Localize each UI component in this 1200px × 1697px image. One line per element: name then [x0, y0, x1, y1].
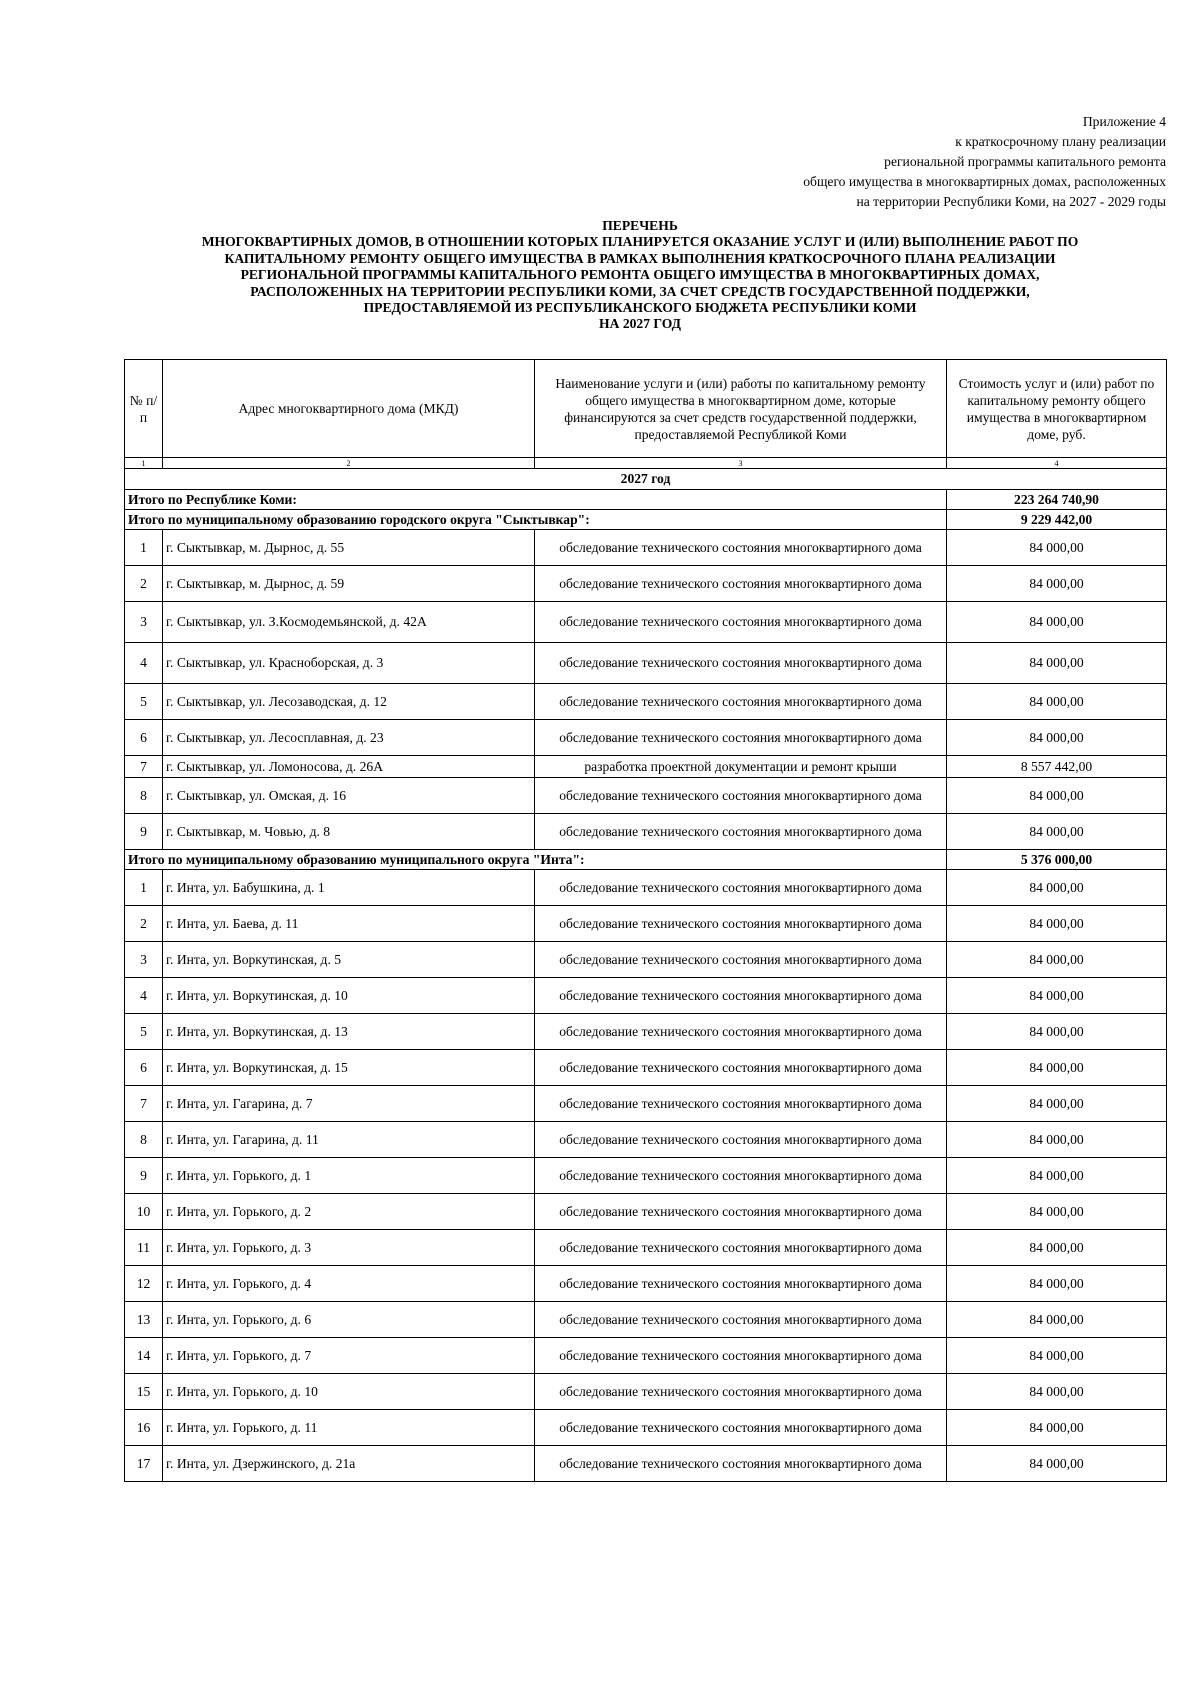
heading-line: КАПИТАЛЬНОМУ РЕМОНТУ ОБЩЕГО ИМУЩЕСТВА В РАМКАХ ВЫПОЛНЕНИЯ КРАТКОСРОЧНОГО ПЛАНА РЕАЛИЗАЦИИ [224, 250, 1056, 266]
column-number: 1 [125, 458, 163, 469]
row-work: обследование технического состояния многоквартирного дома [535, 1266, 947, 1302]
row-address: г. Инта, ул. Гагарина, д. 7 [163, 1086, 535, 1122]
row-address: г. Сыктывкар, ул. Омская, д. 16 [163, 778, 535, 814]
row-cost: 84 000,00 [947, 1302, 1167, 1338]
subtotal-label: Итого по муниципальному образованию городского округа "Сыктывкар": [125, 510, 947, 530]
row-work: обследование технического состояния многоквартирного дома [535, 1086, 947, 1122]
table-row [125, 1410, 1167, 1446]
row-number: 1 [125, 870, 163, 906]
column-number: 3 [535, 458, 947, 469]
row-cost: 84 000,00 [947, 942, 1167, 978]
row-number: 8 [125, 1122, 163, 1158]
appendix-line: региональной программы капитального ремонта [884, 154, 1166, 169]
table-row [125, 942, 1167, 978]
row-address: г. Инта, ул. Бабушкина, д. 1 [163, 870, 535, 906]
row-work: обследование технического состояния многоквартирного дома [535, 684, 947, 720]
row-number: 3 [125, 602, 163, 643]
table-row [125, 756, 1167, 778]
appendix-line: общего имущества в многоквартирных домах, расположенных [803, 174, 1166, 189]
table-row [125, 643, 1167, 684]
row-address: г. Инта, ул. Горького, д. 4 [163, 1266, 535, 1302]
table-row [125, 1302, 1167, 1338]
grand-total-row [125, 490, 1167, 510]
row-cost: 84 000,00 [947, 1266, 1167, 1302]
appendix-line: к краткосрочному плану реализации [955, 134, 1166, 149]
row-work: обследование технического состояния многоквартирного дома [535, 720, 947, 756]
table-row [125, 720, 1167, 756]
table-row [125, 1014, 1167, 1050]
table-row [125, 684, 1167, 720]
row-work: обследование технического состояния многоквартирного дома [535, 530, 947, 566]
heading-line: МНОГОКВАРТИРНЫХ ДОМОВ, В ОТНОШЕНИИ КОТОРЫХ ПЛАНИРУЕТСЯ ОКАЗАНИЕ УСЛУГ И (ИЛИ) ВЫПОЛНЕНИЕ РАБОТ ПО [201, 234, 1079, 250]
row-cost: 84 000,00 [947, 978, 1167, 1014]
table-row [125, 1158, 1167, 1194]
buildings-table [124, 359, 1167, 1482]
row-number: 14 [125, 1338, 163, 1374]
row-number: 12 [125, 1266, 163, 1302]
appendix-note [646, 112, 1166, 212]
row-cost: 84 000,00 [947, 1050, 1167, 1086]
row-address: г. Инта, ул. Горького, д. 7 [163, 1338, 535, 1374]
row-number: 6 [125, 1050, 163, 1086]
row-work: обследование технического состояния многоквартирного дома [535, 566, 947, 602]
row-number: 5 [125, 684, 163, 720]
header-address: Адрес многоквартирного дома (МКД) [163, 360, 535, 458]
row-work: обследование технического состояния многоквартирного дома [535, 1302, 947, 1338]
column-number: 2 [163, 458, 535, 469]
subtotal-row [125, 850, 1167, 870]
row-address: г. Инта, ул. Горького, д. 10 [163, 1374, 535, 1410]
row-work: обследование технического состояния многоквартирного дома [535, 1122, 947, 1158]
column-number: 4 [947, 458, 1167, 469]
row-number: 5 [125, 1014, 163, 1050]
subtotal-value: 9 229 442,00 [947, 510, 1167, 530]
row-work: обследование технического состояния многоквартирного дома [535, 602, 947, 643]
header-cost: Стоимость услуг и (или) работ по капитальному ремонту общего имущества в многоквартирном доме, руб. [947, 360, 1167, 458]
row-cost: 84 000,00 [947, 643, 1167, 684]
row-address: г. Сыктывкар, ул. Ломоносова, д. 26А [163, 756, 535, 778]
heading-line: РЕГИОНАЛЬНОЙ ПРОГРАММЫ КАПИТАЛЬНОГО РЕМОНТА ОБЩЕГО ИМУЩЕСТВА В МНОГОКВАРТИРНЫХ ДОМАХ, [240, 267, 1040, 283]
row-address: г. Инта, ул. Горького, д. 1 [163, 1158, 535, 1194]
row-work: обследование технического состояния многоквартирного дома [535, 1158, 947, 1194]
row-number: 3 [125, 942, 163, 978]
row-number: 4 [125, 978, 163, 1014]
table-row [125, 1122, 1167, 1158]
row-work: обследование технического состояния многоквартирного дома [535, 1014, 947, 1050]
row-address: г. Сыктывкар, м. Човью, д. 8 [163, 814, 535, 850]
row-cost: 84 000,00 [947, 1194, 1167, 1230]
row-work: обследование технического состояния многоквартирного дома [535, 1446, 947, 1482]
table-row [125, 1194, 1167, 1230]
row-number: 7 [125, 1086, 163, 1122]
row-work: обследование технического состояния многоквартирного дома [535, 1194, 947, 1230]
table-row [125, 530, 1167, 566]
row-address: г. Инта, ул. Горького, д. 3 [163, 1230, 535, 1266]
heading-line: НА 2027 ГОД [599, 316, 681, 332]
table-row [125, 1230, 1167, 1266]
row-cost: 84 000,00 [947, 720, 1167, 756]
row-cost: 84 000,00 [947, 1410, 1167, 1446]
year-row [125, 469, 1167, 490]
table-row [125, 1266, 1167, 1302]
row-work: обследование технического состояния многоквартирного дома [535, 870, 947, 906]
row-address: г. Инта, ул. Гагарина, д. 11 [163, 1122, 535, 1158]
row-work: обследование технического состояния многоквартирного дома [535, 1410, 947, 1446]
row-cost: 84 000,00 [947, 1122, 1167, 1158]
row-address: г. Сыктывкар, ул. Лесосплавная, д. 23 [163, 720, 535, 756]
row-cost: 84 000,00 [947, 778, 1167, 814]
row-address: г. Инта, ул. Воркутинская, д. 5 [163, 942, 535, 978]
row-work: обследование технического состояния многоквартирного дома [535, 1050, 947, 1086]
row-cost: 84 000,00 [947, 814, 1167, 850]
row-cost: 84 000,00 [947, 1230, 1167, 1266]
row-address: г. Инта, ул. Воркутинская, д. 10 [163, 978, 535, 1014]
row-cost: 84 000,00 [947, 1086, 1167, 1122]
row-number: 15 [125, 1374, 163, 1410]
row-work: разработка проектной документации и ремонт крыши [535, 756, 947, 778]
row-work: обследование технического состояния многоквартирного дома [535, 643, 947, 684]
row-cost: 84 000,00 [947, 1374, 1167, 1410]
row-address: г. Инта, ул. Баева, д. 11 [163, 906, 535, 942]
row-address: г. Инта, ул. Горького, д. 2 [163, 1194, 535, 1230]
table-row [125, 602, 1167, 643]
table-header-row [125, 360, 1167, 458]
row-number: 11 [125, 1230, 163, 1266]
table-row [125, 814, 1167, 850]
grand-total-label: Итого по Республике Коми: [125, 490, 947, 510]
row-number: 9 [125, 814, 163, 850]
row-work: обследование технического состояния многоквартирного дома [535, 778, 947, 814]
row-number: 2 [125, 906, 163, 942]
table-row [125, 1086, 1167, 1122]
row-number: 6 [125, 720, 163, 756]
appendix-line: Приложение 4 [1082, 114, 1166, 129]
row-work: обследование технического состояния многоквартирного дома [535, 1338, 947, 1374]
table-row [125, 870, 1167, 906]
table-row [125, 1446, 1167, 1482]
row-cost: 84 000,00 [947, 566, 1167, 602]
heading-line: ПЕРЕЧЕНЬ [602, 218, 678, 233]
subtotal-label: Итого по муниципальному образованию муниципального округа "Инта": [125, 850, 947, 870]
row-address: г. Сыктывкар, м. Дырнос, д. 55 [163, 530, 535, 566]
row-number: 17 [125, 1446, 163, 1482]
row-cost: 84 000,00 [947, 602, 1167, 643]
row-cost: 84 000,00 [947, 1338, 1167, 1374]
row-number: 16 [125, 1410, 163, 1446]
row-work: обследование технического состояния многоквартирного дома [535, 814, 947, 850]
row-cost: 84 000,00 [947, 1446, 1167, 1482]
subtotal-row [125, 510, 1167, 530]
row-cost: 84 000,00 [947, 684, 1167, 720]
row-address: г. Инта, ул. Воркутинская, д. 13 [163, 1014, 535, 1050]
row-number: 2 [125, 566, 163, 602]
appendix-line: на территории Республики Коми, на 2027 - 2029 годы [856, 194, 1166, 209]
row-number: 9 [125, 1158, 163, 1194]
table-row [125, 1374, 1167, 1410]
row-address: г. Инта, ул. Горького, д. 6 [163, 1302, 535, 1338]
row-work: обследование технического состояния многоквартирного дома [535, 978, 947, 1014]
row-address: г. Сыктывкар, ул. Красноборская, д. 3 [163, 643, 535, 684]
grand-total-value: 223 264 740,90 [947, 490, 1167, 510]
row-cost: 8 557 442,00 [947, 756, 1167, 778]
row-number: 1 [125, 530, 163, 566]
row-work: обследование технического состояния многоквартирного дома [535, 942, 947, 978]
row-work: обследование технического состояния многоквартирного дома [535, 1374, 947, 1410]
row-number: 10 [125, 1194, 163, 1230]
row-work: обследование технического состояния многоквартирного дома [535, 906, 947, 942]
header-work: Наименование услуги и (или) работы по капитальному ремонту общего имущества в многоквартирном доме, которые финансируются за счет средств государственной поддержки, предоставляемой Республикой Коми [535, 360, 947, 458]
row-number: 13 [125, 1302, 163, 1338]
table-row [125, 1050, 1167, 1086]
row-cost: 84 000,00 [947, 1014, 1167, 1050]
header-num: № п/п [125, 360, 163, 458]
row-work: обследование технического состояния многоквартирного дома [535, 1230, 947, 1266]
year-label: 2027 год [125, 469, 1167, 490]
row-address: г. Инта, ул. Дзержинского, д. 21а [163, 1446, 535, 1482]
row-cost: 84 000,00 [947, 1158, 1167, 1194]
column-numbers-row [125, 458, 1167, 469]
row-number: 7 [125, 756, 163, 778]
table-row [125, 778, 1167, 814]
row-address: г. Сыктывкар, ул. Лесозаводская, д. 12 [163, 684, 535, 720]
row-cost: 84 000,00 [947, 870, 1167, 906]
row-address: г. Инта, ул. Воркутинская, д. 15 [163, 1050, 535, 1086]
heading-line: ПРЕДОСТАВЛЯЕМОЙ ИЗ РЕСПУБЛИКАНСКОГО БЮДЖЕТА РЕСПУБЛИКИ КОМИ [363, 300, 917, 316]
row-address: г. Сыктывкар, м. Дырнос, д. 59 [163, 566, 535, 602]
subtotal-value: 5 376 000,00 [947, 850, 1167, 870]
table-row [125, 978, 1167, 1014]
row-number: 4 [125, 643, 163, 684]
row-number: 8 [125, 778, 163, 814]
heading-line: РАСПОЛОЖЕННЫХ НА ТЕРРИТОРИИ РЕСПУБЛИКИ КОМИ, ЗА СЧЕТ СРЕДСТВ ГОСУДАРСТВЕННОЙ ПОДДЕРЖКИ, [250, 283, 1030, 299]
table-row [125, 1338, 1167, 1374]
row-cost: 84 000,00 [947, 906, 1167, 942]
row-cost: 84 000,00 [947, 530, 1167, 566]
document-heading [110, 218, 1170, 333]
table-row [125, 906, 1167, 942]
row-address: г. Сыктывкар, ул. З.Космодемьянской, д. 42А [163, 602, 535, 643]
table-row [125, 566, 1167, 602]
row-address: г. Инта, ул. Горького, д. 11 [163, 1410, 535, 1446]
